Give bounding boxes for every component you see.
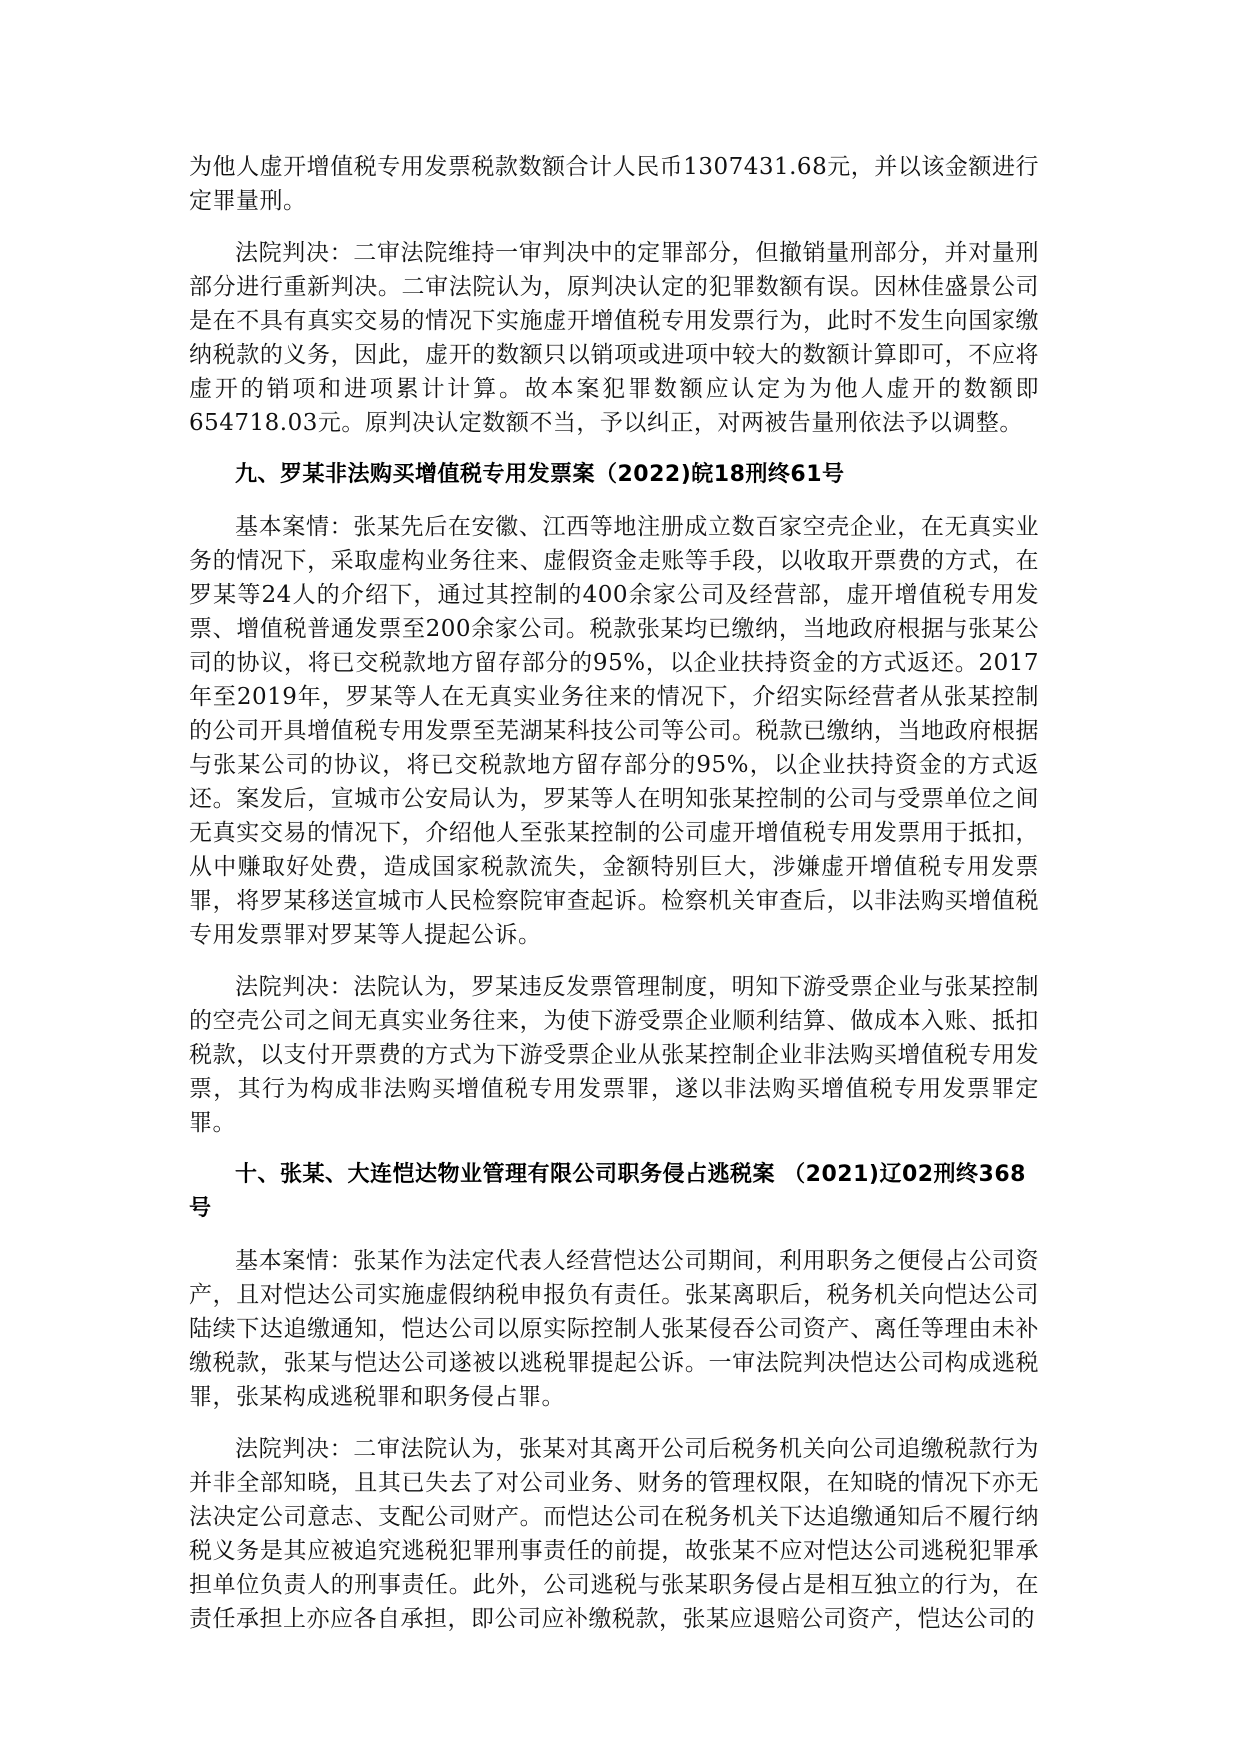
paragraph-case8-judgment: 法院判决：二审法院维持一审判决中的定罪部分，但撤销量刑部分，并对量刑部分进行重新判决。二审法院认为，原判决认定的犯罪数额有误。因林佳盛景公司是在不具有真实交易的情况下实施虚开增值税专用发票行为，此时不发生向国家缴纳税款的义务，因此，虚开的数额只以销项或进项中较大的数额计算即可，不应将虚开的销项和进项累计计算。故本案犯罪数额应认定为为他人虚开的数额即654718.03元。原判决认定数额不当，予以纠正，对两被告量刑依法予以调整。 <box>189 240 1039 436</box>
paragraph-case10-facts: 基本案情：张某作为法定代表人经营恺达公司期间，利用职务之便侵占公司资产，且对恺达公司实施虚假纳税申报负有责任。张某离职后，税务机关向恺达公司陆续下达追缴通知，恺达公司以原实际控制人张某侵吞公司资产、离任等理由未补缴税款，张某与恺达公司遂被以逃税罪提起公诉。一审法院判决恺达公司构成逃税罪，张某构成逃税罪和职务侵占罪。 <box>189 1248 1039 1410</box>
paragraph-case8-amount: 为他人虚开增值税专用发票税款数额合计人民币1307431.68元，并以该金额进行定罪量刑。 <box>189 154 1039 214</box>
paragraph-case9-facts: 基本案情：张某先后在安徽、江西等地注册成立数百家空壳企业，在无真实业务的情况下，采取虚构业务往来、虚假资金走账等手段，以收取开票费的方式，在罗某等24人的介绍下，通过其控制的400余家公司及经营部，虚开增值税专用发票、增值税普通发票至200余家公司。税款张某均已缴纳，当地政府根据与张某公司的协议，将已交税款地方留存部分的95%，以企业扶持资金的方式返还。2017年至2019年，罗某等人在无真实业务往来的情况下，介绍实际经营者从张某控制的公司开具增值税专用发票至芜湖某科技公司等公司。税款已缴纳，当地政府根据与张某公司的协议，将已交税款地方留存部分的95%，以企业扶持资金的方式返还。案发后，宣城市公安局认为，罗某等人在明知张某控制的公司与受票单位之间无真实交易的情况下，介绍他人至张某控制的公司虚开增值税专用发票用于抵扣，从中赚取好处费，造成国家税款流失，金额特别巨大，涉嫌虚开增值税专用发票罪，将罗某移送宣城市人民检察院审查起诉。检察机关审查后，以非法购买增值税专用发票罪对罗某等人提起公诉。 <box>189 514 1039 948</box>
document-page <box>189 150 1039 1654</box>
paragraph-case9-judgment: 法院判决：法院认为，罗某违反发票管理制度，明知下游受票企业与张某控制的空壳公司之间无真实业务往来，为使下游受票企业顺利结算、做成本入账、抵扣税款，以支付开票费的方式为下游受票企业从张某控制企业非法购买增值税专用发票，其行为构成非法购买增值税专用发票罪，遂以非法购买增值税专用发票罪定罪。 <box>189 974 1039 1136</box>
heading-case10: 十、张某、大连恺达物业管理有限公司职务侵占逃税案 （2021)辽02刑终368号 <box>189 1162 1026 1221</box>
heading-case9: 九、罗某非法购买增值税专用发票案（2022)皖18刑终61号 <box>235 462 845 487</box>
paragraph-case10-judgment: 法院判决：二审法院认为，张某对其离开公司后税务机关向公司追缴税款行为并非全部知晓，且其已失去了对公司业务、财务的管理权限，在知晓的情况下亦无法决定公司意志、支配公司财产。而恺达公司在税务机关下达追缴通知后不履行纳税义务是其应被追究逃税犯罪刑事责任的前提，故张某不应对恺达公司逃税犯罪承担单位负责人的刑事责任。此外，公司逃税与张某职务侵占是相互独立的行为，在责任承担上亦应各自承担，即公司应补缴税款，张某应退赔公司资产，恺达公司的 <box>189 1436 1039 1632</box>
